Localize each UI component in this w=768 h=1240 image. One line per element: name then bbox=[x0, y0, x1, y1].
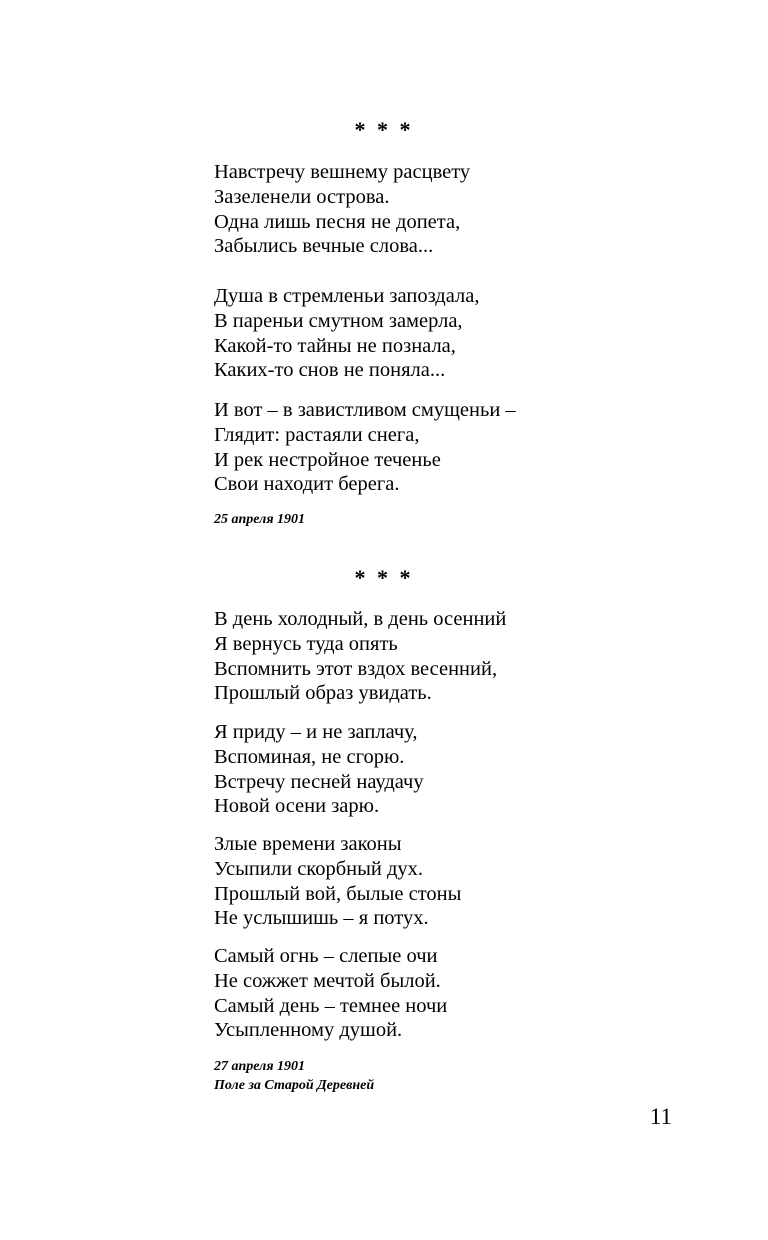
verse-line: В пареньи смутном замерла, bbox=[214, 309, 463, 332]
verse-line: Какой-то тайны не познала, bbox=[214, 334, 456, 357]
verse-line: Встречу песней наудачу bbox=[214, 770, 424, 793]
poem-1-stanza-2 bbox=[214, 284, 479, 383]
verse-line: Не услышишь – я потух. bbox=[214, 907, 429, 930]
verse-line: Вспомнить этот вздох весенний, bbox=[214, 657, 498, 680]
verse-line: Новой осени зарю. bbox=[214, 795, 380, 818]
verse-line: Свои находит берега. bbox=[214, 473, 400, 496]
poem-2-stanza-3 bbox=[214, 832, 461, 931]
verse-line: Усыпили скорбный дух. bbox=[214, 857, 424, 880]
poem-separator: * * * bbox=[354, 565, 414, 590]
poem-separator: * * * bbox=[354, 117, 414, 142]
page-number: 11 bbox=[649, 1104, 672, 1129]
verse-line: Самый день – темнее ночи bbox=[214, 994, 448, 1017]
poem-place: Поле за Старой Деревней bbox=[214, 1078, 375, 1093]
poem-1-stanza-1 bbox=[214, 160, 470, 259]
verse-line: Прошлый вой, былые стоны bbox=[214, 882, 462, 905]
poem-date: 27 апреля 1901 bbox=[214, 1059, 306, 1074]
verse-line: Злые времени законы bbox=[214, 833, 402, 855]
verse-line: Одна лишь песня не допета, bbox=[214, 210, 461, 233]
verse-line: Забылись вечные слова... bbox=[214, 235, 434, 258]
poem-date: 25 апреля 1901 bbox=[214, 512, 306, 527]
verse-line: Навстречу вешнему расцвету bbox=[214, 161, 471, 183]
verse-line: Душа в стремленьи запоздала, bbox=[214, 285, 480, 307]
verse-line: Усыпленному душой. bbox=[214, 1019, 403, 1042]
verse-line: Я приду – и не заплачу, bbox=[214, 721, 418, 743]
poem-2-stanza-4 bbox=[214, 944, 447, 1043]
poem-1-stanza-3 bbox=[214, 398, 516, 497]
verse-line: Не сожжет мечтой былой. bbox=[214, 969, 441, 992]
poem-2-stanza-1 bbox=[214, 607, 506, 706]
poem-2-stanza-2 bbox=[214, 720, 424, 819]
verse-line: Вспоминая, не сгорю. bbox=[214, 745, 405, 768]
verse-line: Зазеленели острова. bbox=[214, 185, 390, 208]
verse-line: Я вернусь туда опять bbox=[214, 632, 398, 655]
verse-line: В день холодный, в день осенний bbox=[214, 608, 507, 630]
verse-line: И рек нестройное теченье bbox=[214, 448, 441, 471]
verse-line: Глядит: растаяли снега, bbox=[214, 423, 420, 446]
verse-line: Самый огнь – слепые очи bbox=[214, 945, 438, 967]
verse-line: Каких-то снов не поняла... bbox=[214, 359, 446, 382]
verse-line: И вот – в завистливом смущеньи – bbox=[214, 399, 516, 421]
verse-line: Прошлый образ увидать. bbox=[214, 682, 432, 705]
